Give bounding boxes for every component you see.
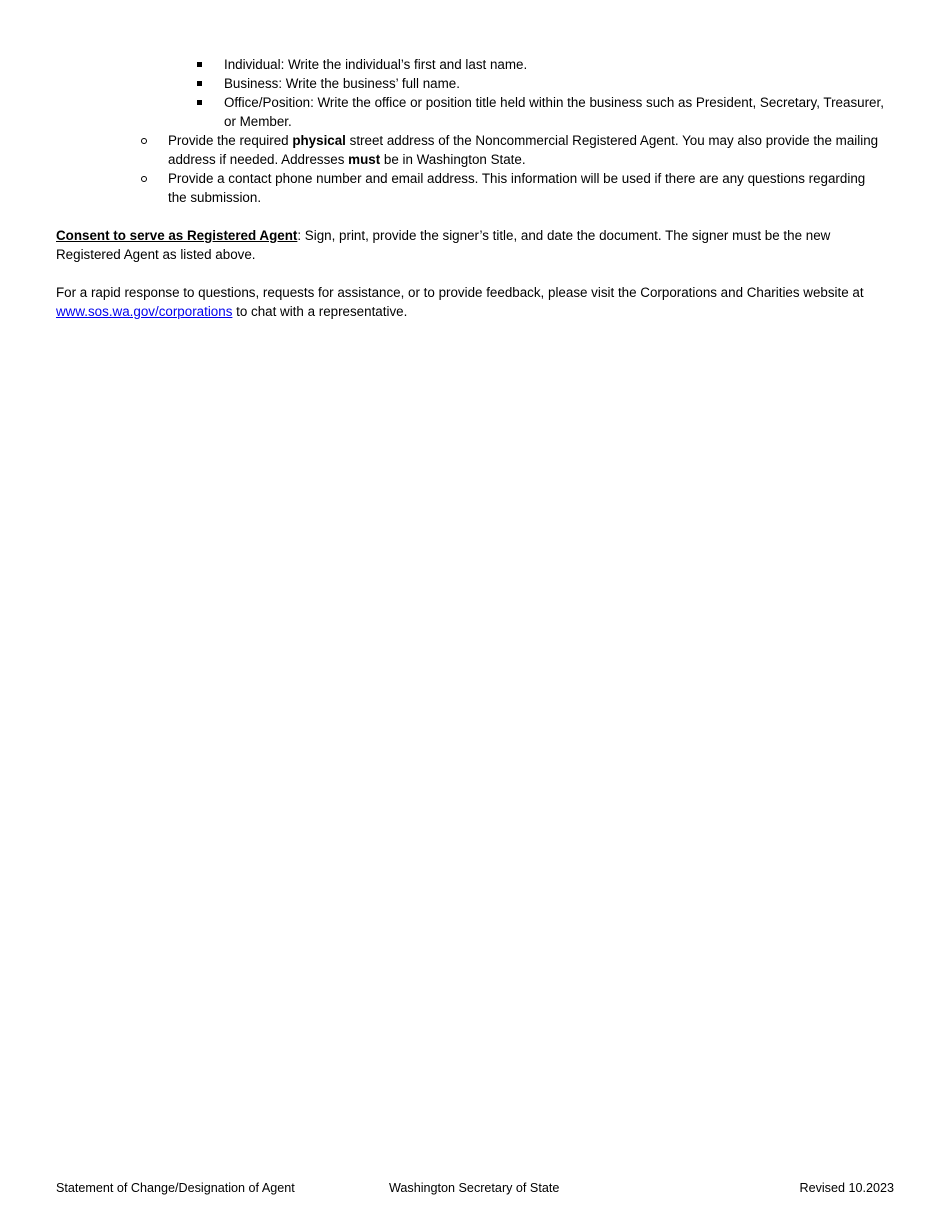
help-text-pre: For a rapid response to questions, requests for assistance, or to provide feedback, please visit the Corporations and Charities website at <box>56 285 864 300</box>
list-item <box>196 55 886 74</box>
name-instructions-list <box>196 55 886 131</box>
contact-text: Provide a contact phone number and email address. This information will be used if there are any questions regarding the submission. <box>168 171 866 205</box>
footer-form-title: Statement of Change/Designation of Agent <box>56 1181 295 1195</box>
list-item-contact <box>140 169 885 207</box>
footer-agency: Washington Secretary of State <box>389 1181 560 1195</box>
list-item-address <box>140 131 885 169</box>
circle-bullet-icon <box>141 176 147 182</box>
circle-bullet-icon <box>141 138 147 144</box>
square-bullet-icon <box>197 100 202 105</box>
consent-text: : Sign, print, provide the signer’s title, and date the document. The signer must be the new Registered Agent as listed above. <box>56 228 831 262</box>
help-paragraph <box>56 283 886 321</box>
square-bullet-icon <box>197 81 202 86</box>
address-text-post: be in Washington State. <box>380 152 526 167</box>
list-item <box>196 74 886 93</box>
address-text-bold-physical: physical <box>292 133 346 148</box>
address-text-mid: street address of the Noncommercial Registered Agent. You may also provide the mailing address if needed. Addresses <box>168 133 879 167</box>
list-item-text: Individual: Write the individual’s first and last name. <box>224 57 528 72</box>
page-footer <box>56 1179 894 1198</box>
agent-instructions-list <box>140 131 885 207</box>
consent-heading: Consent to serve as Registered Agent <box>56 228 298 243</box>
list-item <box>196 93 886 131</box>
address-text-bold-must: must <box>348 152 381 167</box>
footer-revision: Revised 10.2023 <box>799 1181 894 1195</box>
corporations-website-link[interactable]: www.sos.wa.gov/corporations <box>56 304 233 319</box>
help-text-post: to chat with a representative. <box>232 304 408 319</box>
square-bullet-icon <box>197 62 202 67</box>
list-item-text: Business: Write the business’ full name. <box>224 76 460 91</box>
address-text-pre: Provide the required <box>168 133 293 148</box>
consent-paragraph <box>56 226 886 264</box>
list-item-text: Office/Position: Write the office or position title held within the business such as President, Secretary, Treasurer, or Member. <box>224 95 884 129</box>
